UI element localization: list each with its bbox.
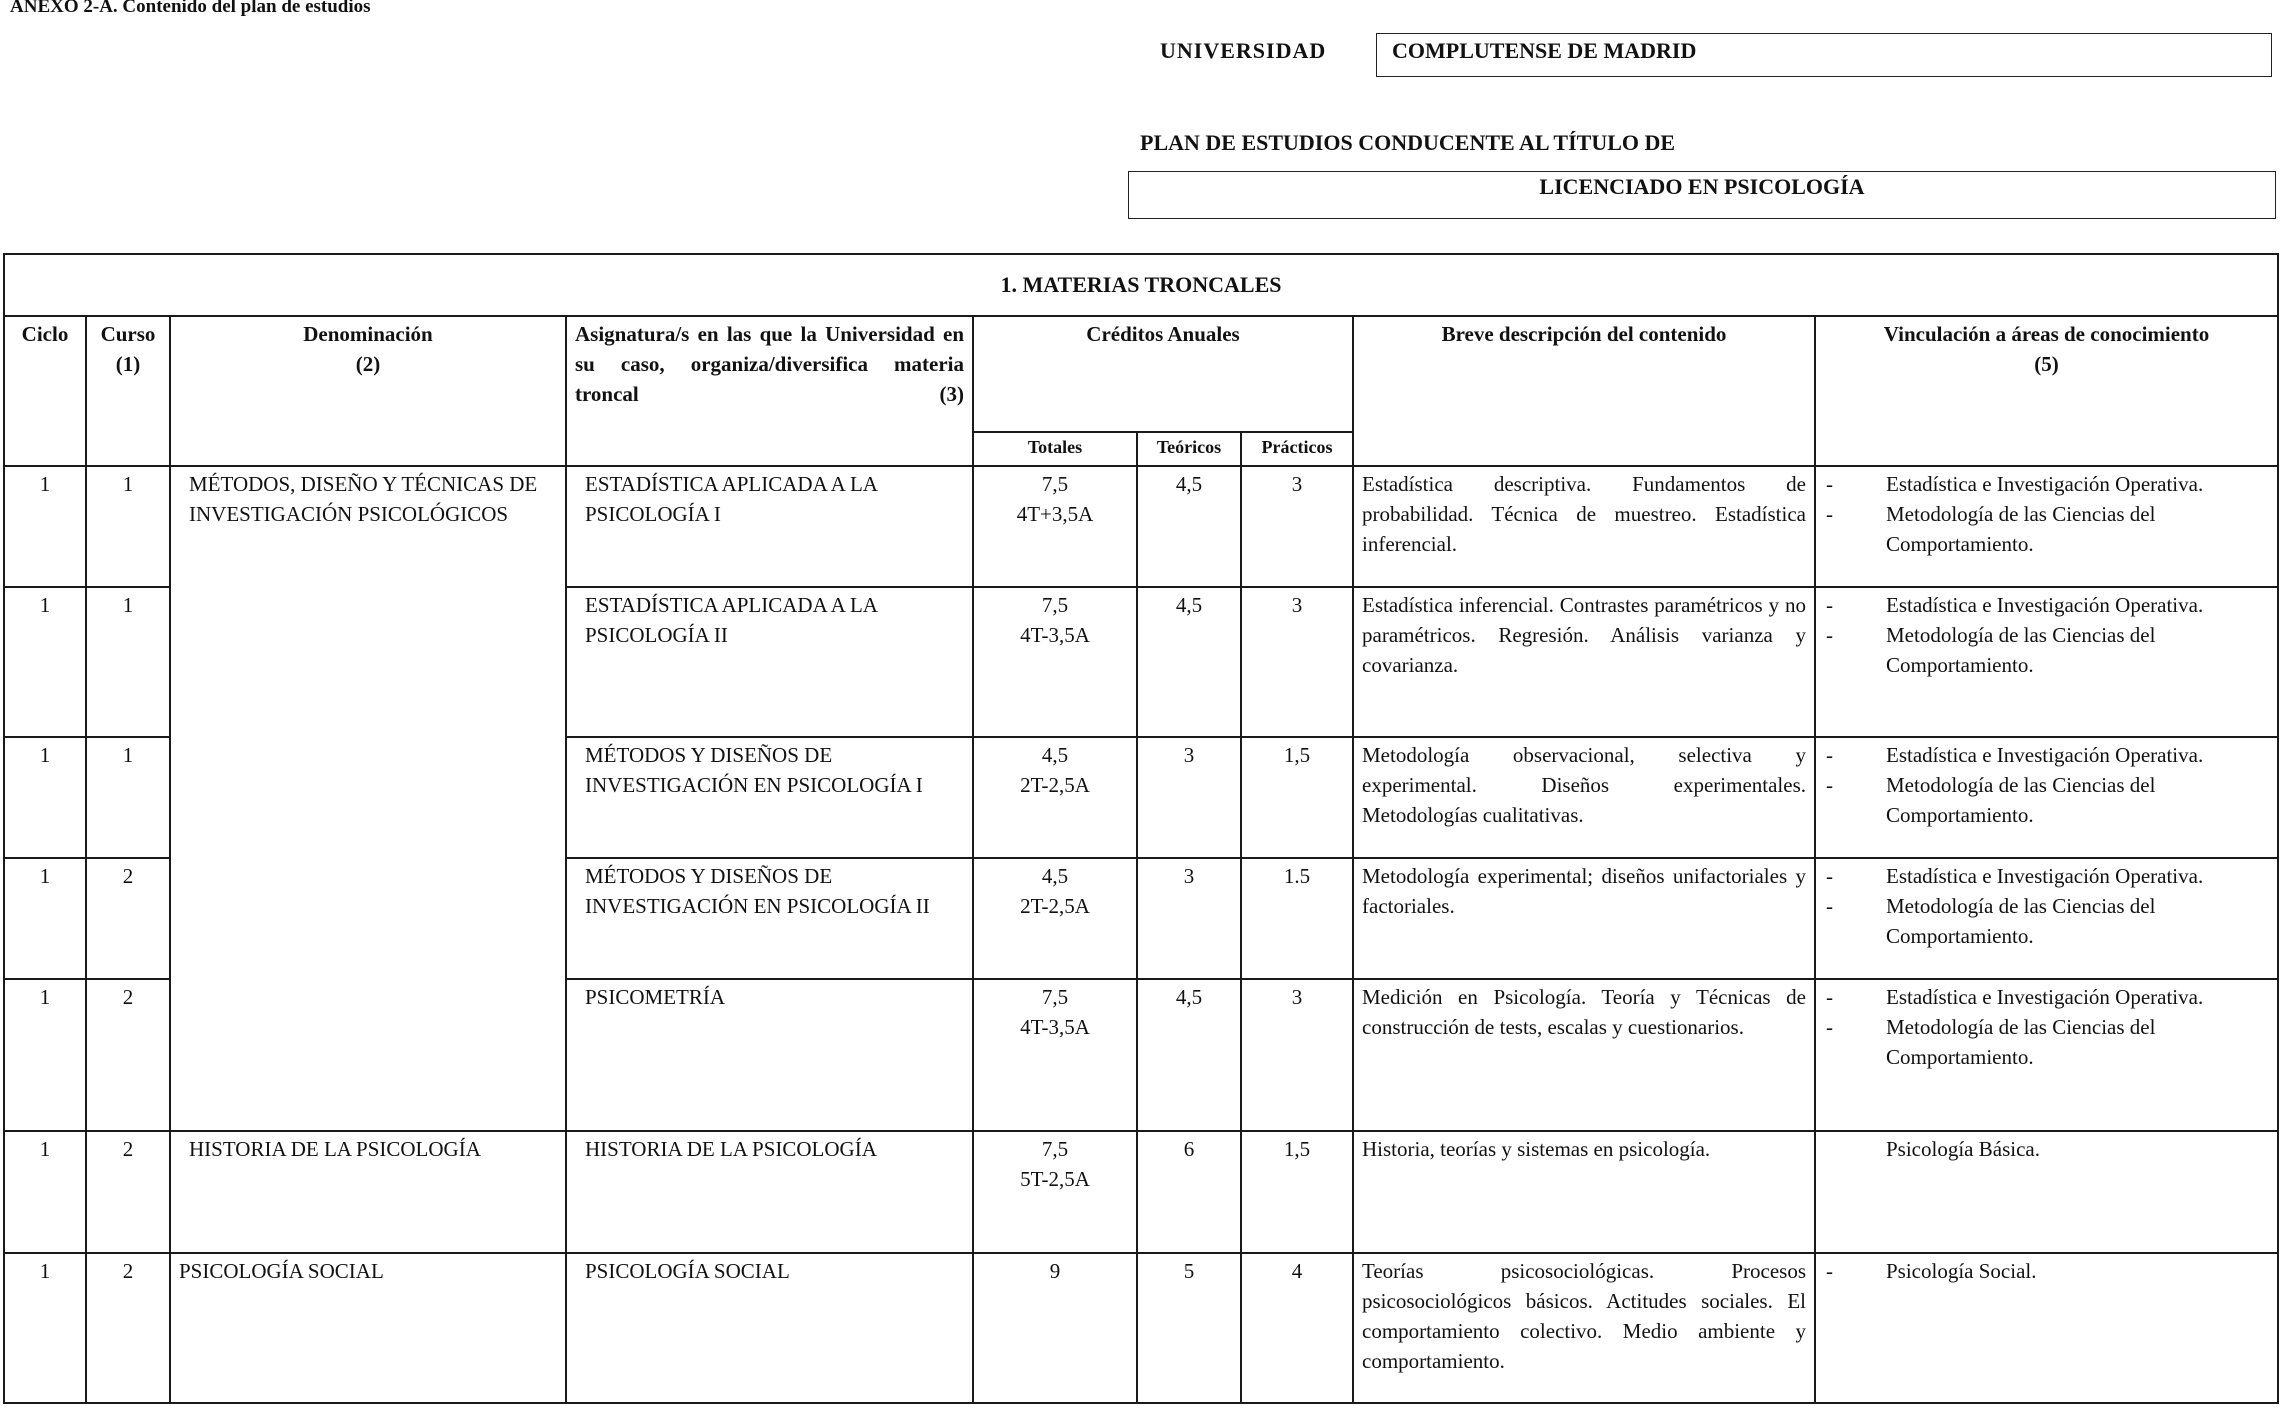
teoricos-cell: 6: [1137, 1131, 1241, 1253]
subjects-table: [3, 253, 2279, 1404]
practicos-cell: 3: [1241, 587, 1353, 737]
ciclo-cell: 1: [4, 587, 86, 737]
header-ciclo: Ciclo: [4, 316, 86, 466]
area-item: - Metodología de las Ciencias del Comportamiento.: [1824, 1012, 2269, 1072]
header-totales: Totales: [973, 432, 1137, 466]
teoricos-cell: 4,5: [1137, 979, 1241, 1131]
teoricos-cell: 3: [1137, 737, 1241, 858]
denominacion-cell: PSICOLOGÍA SOCIAL: [170, 1253, 566, 1403]
area-item: - Estadística e Investigación Operativa.: [1824, 469, 2269, 499]
areas-cell: [1815, 587, 2278, 737]
curso-cell: 2: [86, 1253, 170, 1403]
ciclo-cell: 1: [4, 1253, 86, 1403]
asignatura-cell: MÉTODOS Y DISEÑOS DE INVESTIGACIÓN EN PSICOLOGÍA II: [566, 858, 973, 979]
ciclo-cell: 1: [4, 1131, 86, 1253]
descripcion-cell: Metodología observacional, selectiva y experimental. Diseños experimentales. Metodologías cualitativas.: [1353, 737, 1815, 858]
totales-cell: 7,5 4T-3,5A: [973, 587, 1137, 737]
asignatura-cell: ESTADÍSTICA APLICADA A LA PSICOLOGÍA I: [566, 466, 973, 587]
area-item: - Psicología Social.: [1824, 1256, 2269, 1286]
curso-cell: 2: [86, 1131, 170, 1253]
curso-cell: 2: [86, 979, 170, 1131]
header-vinculacion: Vinculación a áreas de conocimiento (5): [1815, 316, 2278, 466]
teoricos-cell: 4,5: [1137, 466, 1241, 587]
teoricos-cell: 4,5: [1137, 587, 1241, 737]
descripcion-cell: Medición en Psicología. Teoría y Técnicas de construcción de tests, escalas y cuestionarios.: [1353, 979, 1815, 1131]
teoricos-cell: 5: [1137, 1253, 1241, 1403]
asignatura-cell: HISTORIA DE LA PSICOLOGÍA: [566, 1131, 973, 1253]
areas-cell: Psicología Básica.: [1815, 1131, 2278, 1253]
practicos-cell: 1,5: [1241, 1131, 1353, 1253]
ciclo-cell: 1: [4, 858, 86, 979]
practicos-cell: 1,5: [1241, 737, 1353, 858]
practicos-cell: 1.5: [1241, 858, 1353, 979]
areas-cell: [1815, 858, 2278, 979]
curso-cell: 1: [86, 737, 170, 858]
asignatura-cell: ESTADÍSTICA APLICADA A LA PSICOLOGÍA II: [566, 587, 973, 737]
teoricos-cell: 3: [1137, 858, 1241, 979]
practicos-cell: 3: [1241, 466, 1353, 587]
descripcion-cell: Estadística descriptiva. Fundamentos de probabilidad. Técnica de muestreo. Estadística inferencial.: [1353, 466, 1815, 587]
totales-cell: 4,5 2T-2,5A: [973, 737, 1137, 858]
table-row: [4, 466, 2278, 587]
ciclo-cell: 1: [4, 466, 86, 587]
asignatura-cell: MÉTODOS Y DISEÑOS DE INVESTIGACIÓN EN PSICOLOGÍA I: [566, 737, 973, 858]
totales-cell: 9: [973, 1253, 1137, 1403]
ciclo-cell: 1: [4, 979, 86, 1131]
header-teoricos: Teóricos: [1137, 432, 1241, 466]
header-curso: Curso (1): [86, 316, 170, 466]
descripcion-cell: Teorías psicosociológicas. Procesos psicosociológicos básicos. Actitudes sociales. El comportamiento colectivo. Medio ambiente y comportamiento.: [1353, 1253, 1815, 1403]
plan-label: PLAN DE ESTUDIOS CONDUCENTE AL TÍTULO DE: [1140, 130, 1676, 155]
area-item: - Metodología de las Ciencias del Comportamiento.: [1824, 620, 2269, 680]
area-item: - Estadística e Investigación Operativa.: [1824, 590, 2269, 620]
header-practicos: Prácticos: [1241, 432, 1353, 466]
university-value: COMPLUTENSE DE MADRID: [1392, 38, 1697, 63]
descripcion-cell: Metodología experimental; diseños unifactoriales y factoriales.: [1353, 858, 1815, 979]
totales-cell: 7,5 4T+3,5A: [973, 466, 1137, 587]
university-label: UNIVERSIDAD: [1160, 38, 1327, 63]
totales-cell: 7,5 5T-2,5A: [973, 1131, 1137, 1253]
totales-cell: 4,5 2T-2,5A: [973, 858, 1137, 979]
table-row: [4, 1253, 2278, 1403]
header-creditos: Créditos Anuales: [973, 316, 1353, 432]
area-item: - Metodología de las Ciencias del Comportamiento.: [1824, 770, 2269, 830]
ciclo-cell: 1: [4, 737, 86, 858]
areas-cell: [1815, 979, 2278, 1131]
header-descripcion: Breve descripción del contenido: [1353, 316, 1815, 466]
header-denominacion: Denominación (2): [170, 316, 566, 466]
asignatura-cell: PSICOLOGÍA SOCIAL: [566, 1253, 973, 1403]
curso-cell: 2: [86, 858, 170, 979]
degree-value: LICENCIADO EN PSICOLOGÍA: [1539, 174, 1865, 199]
area-item: - Metodología de las Ciencias del Comportamiento.: [1824, 891, 2269, 951]
section-title: 1. MATERIAS TRONCALES: [4, 254, 2278, 316]
curso-cell: 1: [86, 587, 170, 737]
descripcion-cell: Estadística inferencial. Contrastes paramétricos y no paramétricos. Regresión. Análisis varianza y covarianza.: [1353, 587, 1815, 737]
practicos-cell: 3: [1241, 979, 1353, 1131]
denominacion-cell: HISTORIA DE LA PSICOLOGÍA: [170, 1131, 566, 1253]
areas-cell: [1815, 466, 2278, 587]
areas-cell: [1815, 1253, 2278, 1403]
area-item: - Estadística e Investigación Operativa.: [1824, 740, 2269, 770]
denominacion-cell: MÉTODOS, DISEÑO Y TÉCNICAS DE INVESTIGACIÓN PSICOLÓGICOS: [170, 466, 566, 1131]
totales-cell: 7,5 4T-3,5A: [973, 979, 1137, 1131]
areas-cell: [1815, 737, 2278, 858]
header-asignatura: Asignatura/s en las que la Universidad en su caso, organiza/diversifica materia troncal (3): [566, 316, 973, 466]
asignatura-cell: PSICOMETRÍA: [566, 979, 973, 1131]
practicos-cell: 4: [1241, 1253, 1353, 1403]
table-row: [4, 1131, 2278, 1253]
area-item: - Estadística e Investigación Operativa.: [1824, 982, 2269, 1012]
descripcion-cell: Historia, teorías y sistemas en psicología.: [1353, 1131, 1815, 1253]
curso-cell: 1: [86, 466, 170, 587]
area-item: - Metodología de las Ciencias del Comportamiento.: [1824, 499, 2269, 559]
annex-title: ANEXO 2-A. Contenido del plan de estudios: [10, 0, 371, 17]
area-item: - Estadística e Investigación Operativa.: [1824, 861, 2269, 891]
